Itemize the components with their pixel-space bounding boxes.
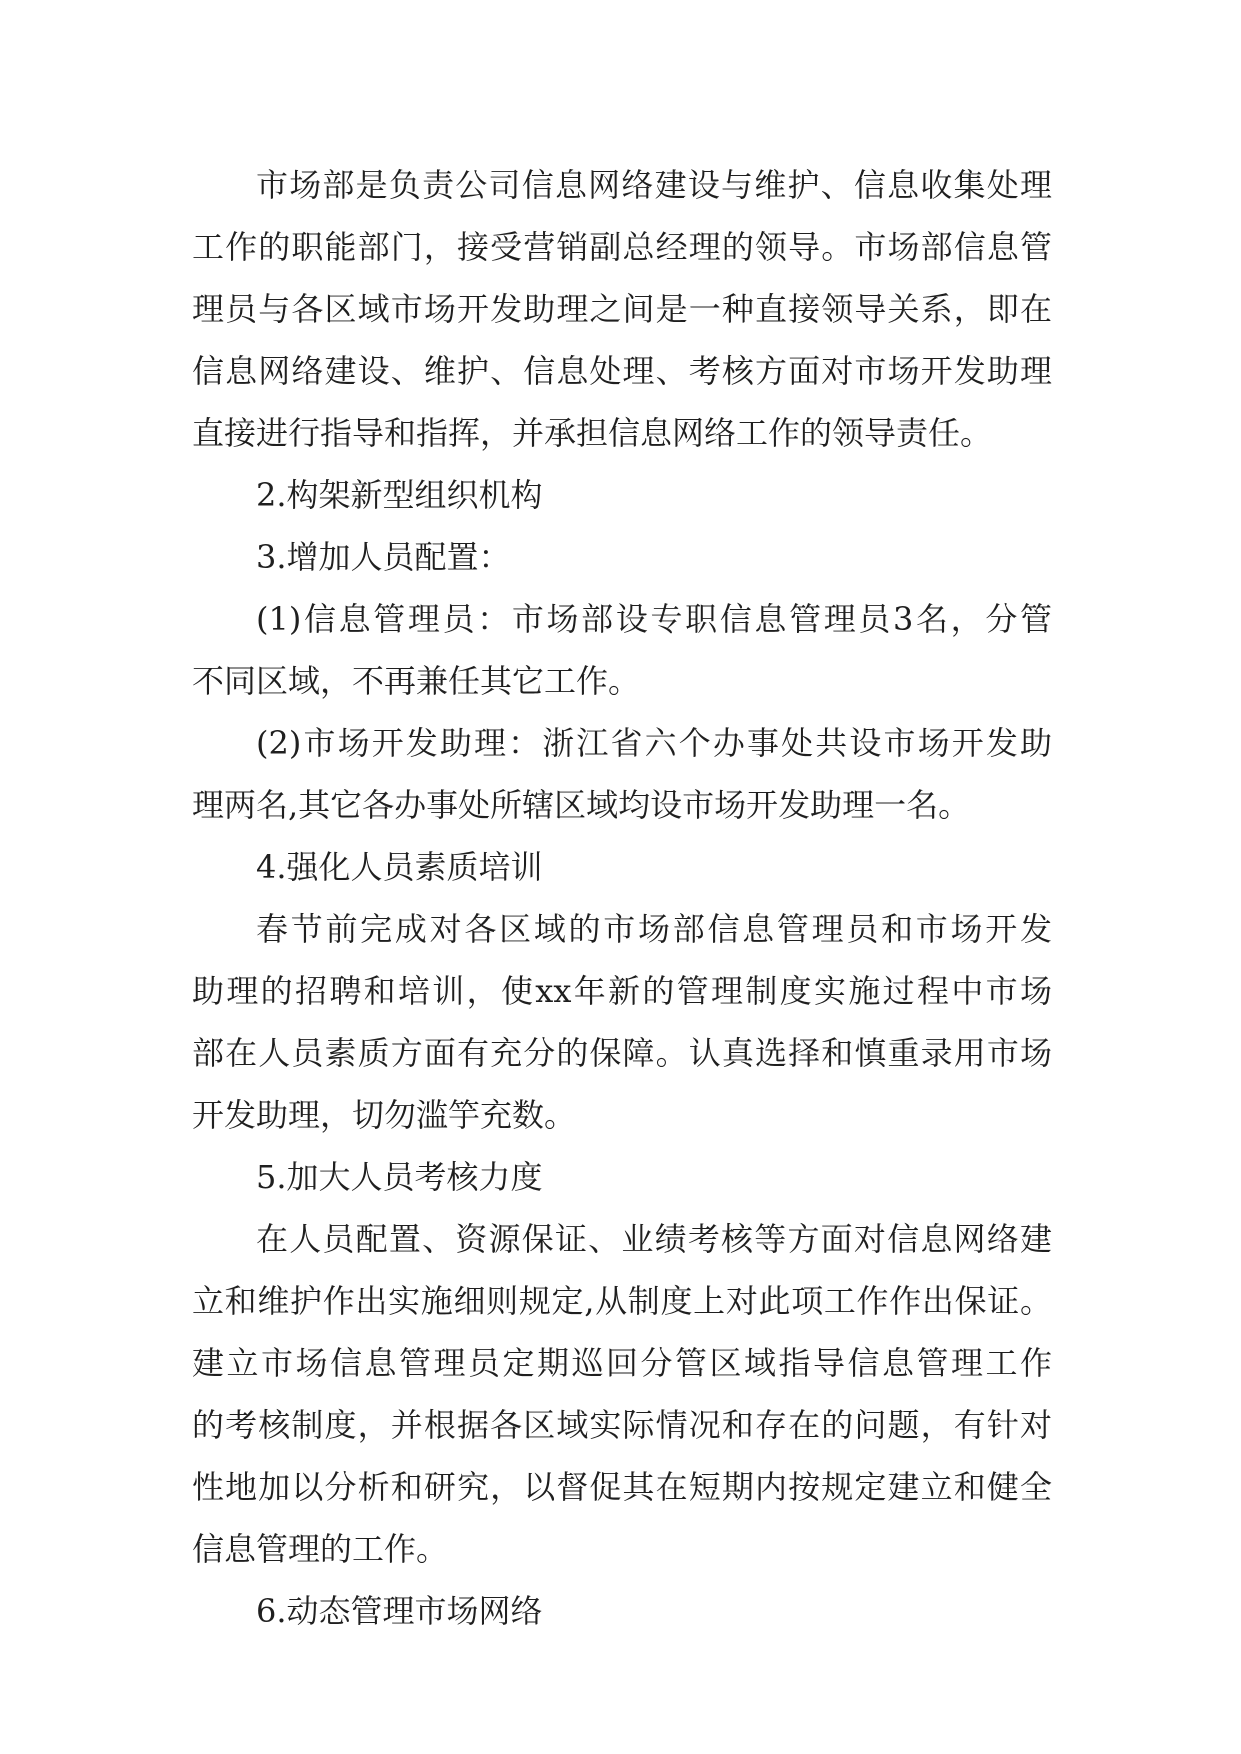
text-line: 不同区域，不再兼任其它工作。 xyxy=(192,662,641,700)
text-line: 信息网络建设、维护、信息处理、考核方面对市场开发助理 xyxy=(192,352,1052,390)
text-line: 理员与各区域市场开发助理之间是一种直接领导关系，即在 xyxy=(192,290,1052,328)
text-line: 在人员配置、资源保证、业绩考核等方面对信息网络建 xyxy=(256,1220,1052,1258)
text-line: 信息管理的工作。 xyxy=(192,1530,449,1568)
text-line: 工作的职能部门，接受营销副总经理的领导。市场部信息管 xyxy=(192,228,1052,266)
text-line: 直接进行指导和指挥，并承担信息网络工作的领导责任。 xyxy=(192,414,993,452)
text-line: 理两名,其它各办事处所辖区域均设市场开发助理一名。 xyxy=(192,786,971,824)
section-heading: 4.强化人员素质培训 xyxy=(256,848,543,886)
text-line: 立和维护作出实施细则规定,从制度上对此项工作作出保证。 xyxy=(192,1282,1052,1320)
section-heading: 6.动态管理市场网络 xyxy=(256,1592,543,1630)
text-line: 性地加以分析和研究，以督促其在短期内按规定建立和健全 xyxy=(192,1468,1052,1506)
document-page xyxy=(192,154,1052,1642)
text-line: 开发助理，切勿滥竽充数。 xyxy=(192,1096,577,1134)
section-heading: 3.增加人员配置： xyxy=(256,538,511,576)
text-line: 建立市场信息管理员定期巡回分管区域指导信息管理工作 xyxy=(192,1344,1052,1382)
text-line: 助理的招聘和培训，使xx年新的管理制度实施过程中市场 xyxy=(192,972,1052,1010)
section-heading: 5.加大人员考核力度 xyxy=(256,1158,543,1196)
text-line: 的考核制度，并根据各区域实际情况和存在的问题，有针对 xyxy=(192,1406,1052,1444)
text-line: (2)市场开发助理：浙江省六个办事处共设市场开发助 xyxy=(256,724,1052,762)
text-line: 市场部是负责公司信息网络建设与维护、信息收集处理 xyxy=(256,166,1052,204)
section-heading: 2.构架新型组织机构 xyxy=(256,476,543,514)
text-line: 部在人员素质方面有充分的保障。认真选择和慎重录用市场 xyxy=(192,1034,1052,1072)
text-line: 春节前完成对各区域的市场部信息管理员和市场开发 xyxy=(256,910,1052,948)
text-line: (1)信息管理员：市场部设专职信息管理员3名，分管 xyxy=(256,600,1052,638)
